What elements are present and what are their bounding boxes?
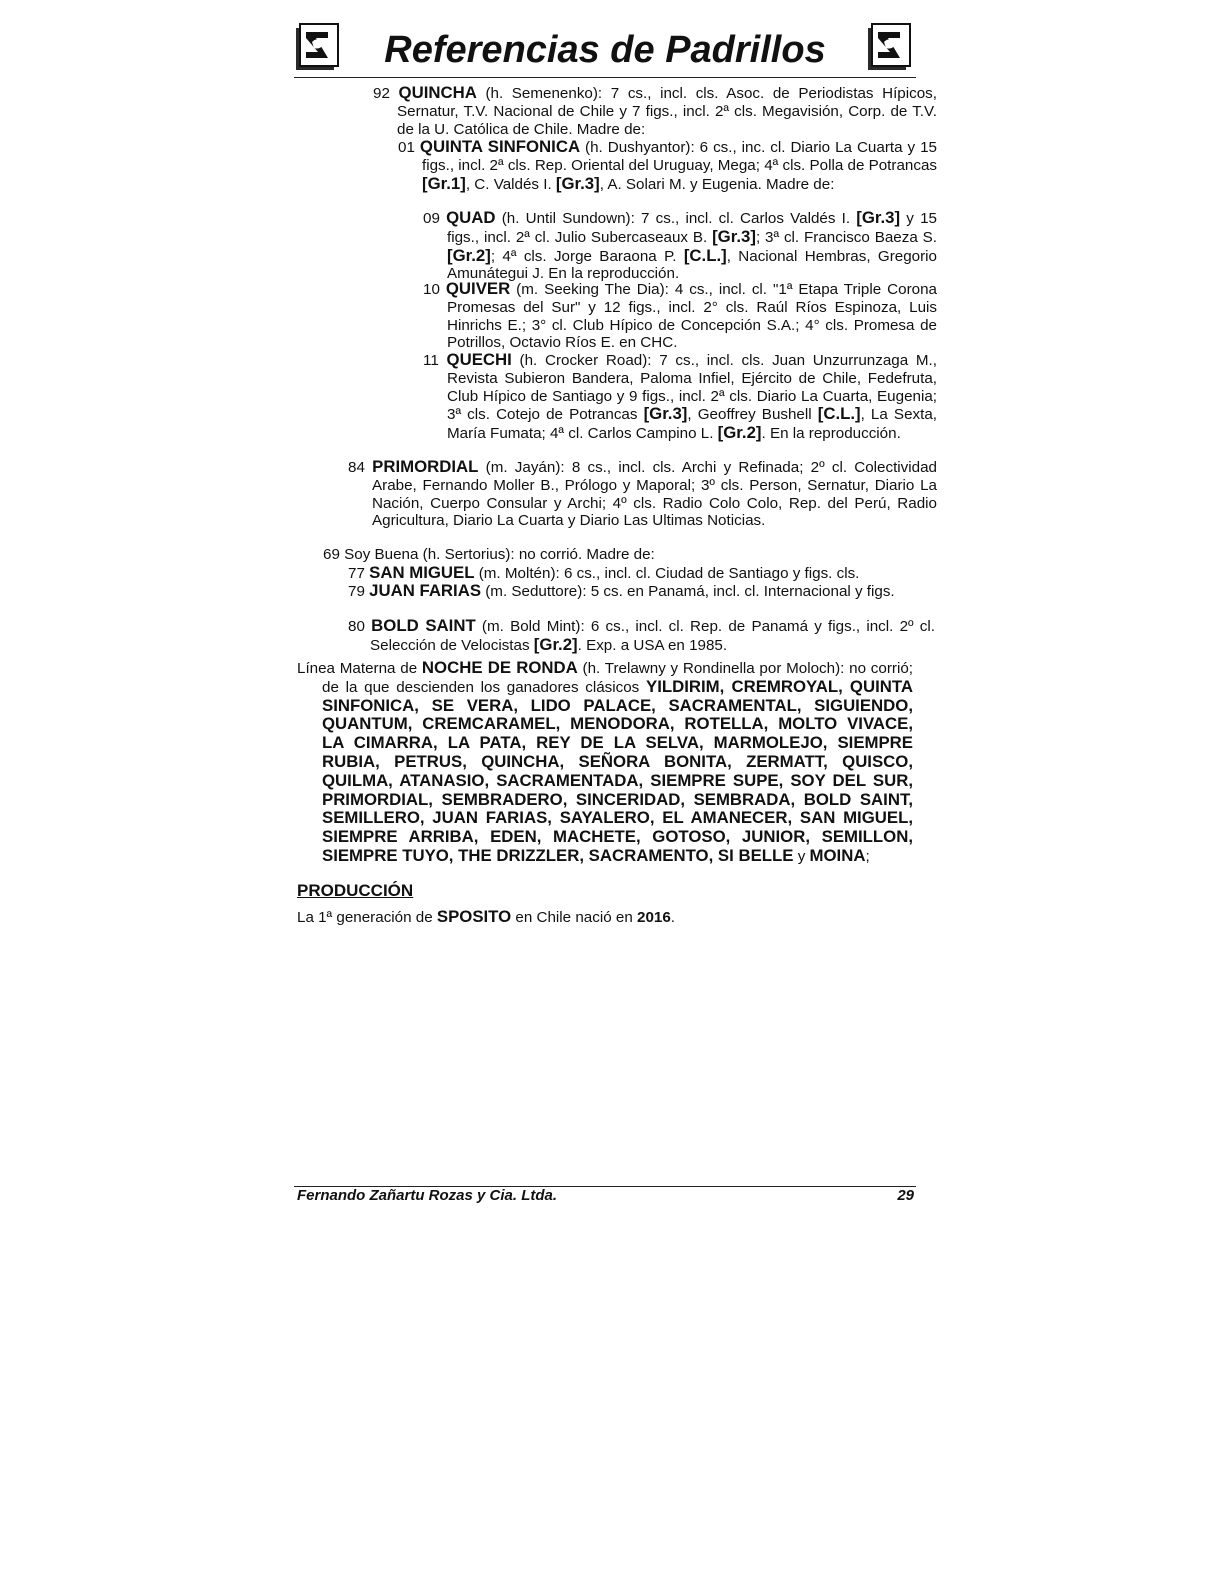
entry-num: 77 bbox=[348, 565, 365, 582]
entry-text: , Geoffrey Bushell bbox=[687, 406, 818, 424]
entry-num: 84 bbox=[348, 459, 365, 476]
entry-text: (m. Moltén): 6 cs., incl. cl. Ciudad de Santiago y figs. cls. bbox=[474, 565, 860, 582]
entry-quincha bbox=[373, 84, 937, 138]
entry-bold-saint bbox=[348, 617, 935, 655]
horse-name: SAN MIGUEL bbox=[369, 563, 475, 582]
entry-text: , C. Valdés I. bbox=[465, 175, 556, 193]
entry-text: , Nacional Hembras, Gregorio Amunátegui J. En la reproducción. bbox=[447, 247, 937, 283]
entry-quiver bbox=[423, 280, 937, 352]
horse-name: PRIMORDIAL bbox=[372, 457, 479, 476]
entry-text: (h. Until Sundown): 7 cs., incl. cl. Carlos Valdés I. bbox=[495, 210, 857, 227]
linea-mid: (h. Trelawny y Rondinella por Moloch): no corrió; de la que descienden los ganadores clásicos bbox=[322, 660, 913, 696]
entry-quad bbox=[423, 209, 937, 283]
entry-text: (m. Bold Mint): 6 cs., incl. cl. Rep. de Panamá y figs., incl. 2º cl. Selección de Velocistas bbox=[370, 618, 935, 654]
entry-text: (m. Seduttore): 5 cs. en Panamá, incl. cl. Internacional y figs. bbox=[481, 583, 895, 600]
horse-logo-icon bbox=[866, 22, 912, 72]
entry-text: (h. Dushyantor): 6 cs., inc. cl. Diario La Cuarta y 15 figs., incl. 2ª cls. Rep. Oriental del Uruguay, Mega; 4ª cls. Polla de Potrancas bbox=[422, 139, 937, 174]
produccion-text bbox=[297, 908, 675, 927]
entry-quechi bbox=[423, 351, 937, 443]
linea-end: ; bbox=[865, 847, 870, 865]
entry-num: 10 bbox=[423, 281, 440, 298]
entry-text: (m. Jayán): 8 cs., incl. cls. Archi y Refinada; 2º cl. Colectividad Arabe, Fernando Moller B., Prólogo y Maporal; 3º cls. Person, Sernatur, Diario La Nación, Cuerpo Consular y Archi; 4º cls. Radio Colo Colo, Rep. del Perú, Radio Agricultura, Diario La Cuarta y Diario Las Ultimas Noticias. bbox=[372, 459, 937, 530]
entry-num: 11 bbox=[423, 352, 439, 369]
page-header bbox=[294, 18, 916, 80]
linea-lead: Línea Materna de bbox=[297, 660, 422, 677]
entry-text: . Exp. a USA en 1985. bbox=[577, 636, 728, 654]
page-number: 29 bbox=[897, 1187, 914, 1204]
linea-mare-name: NOCHE DE RONDA bbox=[421, 658, 578, 677]
header-rule bbox=[294, 77, 916, 78]
horse-name: QUAD bbox=[446, 208, 496, 227]
sire-name: SPOSITO bbox=[436, 907, 512, 926]
grade-label: [C.L.] bbox=[817, 404, 861, 424]
entry-text: Soy Buena (h. Sertorius): no corrió. Madre de: bbox=[339, 546, 655, 563]
grade-label: [Gr.2] bbox=[533, 634, 578, 654]
grade-label: [Gr.3] bbox=[555, 173, 600, 193]
grade-label: [Gr.3] bbox=[643, 404, 688, 424]
winners-list: YILDIRIM, CREMROYAL, QUINTA SINFONICA, SE VERA, LIDO PALACE, SACRAMENTAL, SIGUIENDO, QUANTUM, CREMCARAMEL, MENODORA, ROTELLA, MOLTO VIVACE, LA CIMARRA, LA PATA, REY DE LA SELVA, MARMOLEJO, SIEMPRE RUBIA, PETRUS, QUINCHA, SEÑORA BONITA, ZERMATT, QUISCO, QUILMA, ATANASIO, SACRAMENTADA, SIEMPRE SUPE, SOY DEL SUR, PRIMORDIAL, SEMBRADERO, SINCERIDAD, SEMBRADA, BOLD SAINT, SEMILLERO, JUAN FARIAS, SAYALERO, EL AMANECER, SAN MIGUEL, SIEMPRE ARRIBA, EDEN, MACHETE, GOTOSO, JUNIOR, SEMILLON, SIEMPRE TUYO, THE DRIZZLER, SACRAMENTO, SI BELLE bbox=[322, 676, 913, 865]
horse-name: JUAN FARIAS bbox=[369, 581, 482, 600]
entry-num: 80 bbox=[348, 618, 365, 635]
entry-text: , A. Solari M. y Eugenia. Madre de: bbox=[599, 175, 835, 193]
page-title: Referencias de Padrillos bbox=[384, 29, 826, 71]
entry-num: 01 bbox=[398, 139, 415, 156]
entry-num: 09 bbox=[423, 210, 440, 227]
horse-logo-icon bbox=[294, 22, 340, 72]
entry-num: 79 bbox=[348, 583, 365, 600]
produccion-p1: La 1ª generación de bbox=[297, 909, 437, 926]
entry-text: (h. Crocker Road): 7 cs., incl. cls. Juan Unzurrunzaga M., Revista Subieron Bandera, Paloma Infiel, Ejército de Chile, Fedefruta, Club Hípico de Santiago y 9 figs., incl. 2ª cls. Diario La Cuarta, Eugenia; 3ª cls. Cotejo de Potrancas bbox=[447, 352, 937, 424]
entry-text: , La Sexta, María Fumata; 4ª cl. Carlos Campino L. bbox=[447, 406, 937, 443]
entry-quinta-sinfonica bbox=[398, 138, 937, 193]
entry-text: y 15 figs., incl. 2ª cl. Julio Subercaseaux B. bbox=[447, 210, 937, 246]
grade-label: [Gr.1] bbox=[422, 173, 466, 193]
horse-name: QUECHI bbox=[446, 350, 512, 369]
entry-juan-farias bbox=[348, 582, 935, 601]
entry-text: ; 3ª cl. Francisco Baeza S. bbox=[755, 228, 937, 246]
grade-label: [Gr.3] bbox=[712, 226, 756, 246]
produccion-p2: en Chile nació en bbox=[511, 909, 637, 926]
horse-name: QUIVER bbox=[445, 279, 511, 298]
linea-conj: y bbox=[793, 847, 810, 865]
entry-text: ; 4ª cls. Jorge Baraona P. bbox=[490, 247, 684, 265]
footer-company: Fernando Zañartu Rozas y Cia. Ltda. bbox=[297, 1187, 558, 1204]
grade-label: [Gr.2] bbox=[447, 245, 491, 265]
horse-name: QUINTA SINFONICA bbox=[419, 137, 581, 156]
winners-list-last: MOINA bbox=[809, 845, 866, 865]
entry-primordial bbox=[348, 458, 937, 530]
produccion-year: 2016 bbox=[637, 909, 671, 926]
entry-san-miguel bbox=[348, 564, 935, 583]
entry-text: (m. Seeking The Dia): 4 cs., incl. cl. "1ª Etapa Triple Corona Promesas del Sur" y 12 figs., incl. 2° cls. Raúl Ríos Espinoza, Luis Hinrichs E.; 3° cl. Club Hípico de Concepción S.A.; 4° cls. Promesa de Potrillos, Octavio Ríos E. en CHC. bbox=[447, 281, 937, 352]
horse-name: QUINCHA bbox=[398, 83, 477, 102]
entry-text: (h. Semenenko): 7 cs., incl. cls. Asoc. de Periodistas Hípicos, Sernatur, T.V. Nacional de Chile y 7 figs., incl. 2ª cls. Megavisión, Corp. de T.V. de la U. Católica de Chile. Madre de: bbox=[397, 85, 937, 138]
entry-num: 69 bbox=[323, 546, 340, 563]
grade-label: [Gr.3] bbox=[856, 208, 901, 227]
horse-name: BOLD SAINT bbox=[371, 616, 476, 635]
grade-label: [Gr.2] bbox=[717, 423, 762, 443]
entry-soy-buena bbox=[323, 546, 913, 564]
produccion-p3: . bbox=[670, 909, 676, 926]
linea-materna-paragraph bbox=[297, 659, 913, 866]
entry-num: 92 bbox=[373, 85, 390, 102]
entry-text: . En la reproducción. bbox=[761, 425, 901, 443]
grade-label: [C.L.] bbox=[683, 245, 727, 265]
produccion-heading: PRODUCCIÓN bbox=[297, 881, 414, 900]
